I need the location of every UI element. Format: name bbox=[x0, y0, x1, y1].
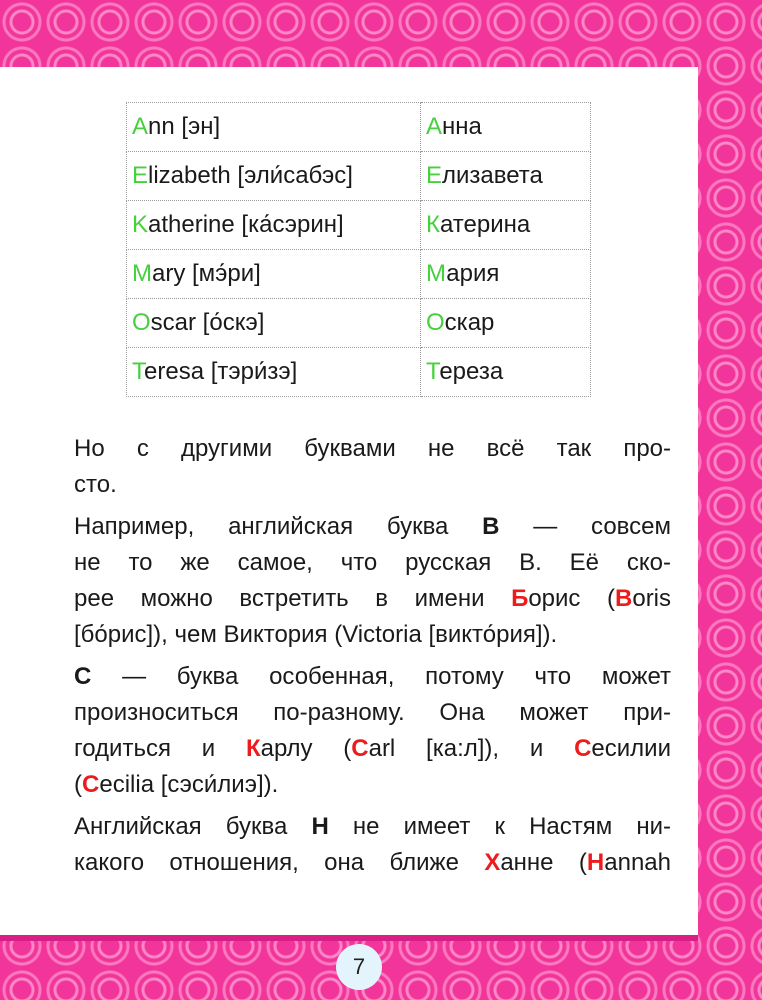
paragraph-4 bbox=[74, 809, 671, 881]
russian-name-cell bbox=[421, 103, 591, 152]
red-letter: C bbox=[351, 735, 369, 762]
highlight-letter: А bbox=[426, 113, 443, 140]
text-run: не то же самое, что русская В. Её ско- bbox=[74, 549, 671, 576]
bold-letter: C bbox=[74, 663, 92, 690]
english-name: nn [эн] bbox=[148, 113, 221, 140]
russian-name: ария bbox=[446, 260, 500, 287]
text-line bbox=[74, 509, 671, 545]
english-name-cell bbox=[127, 201, 421, 250]
text-run: Например, английская буква bbox=[74, 513, 483, 540]
text-line bbox=[74, 467, 671, 503]
text-line bbox=[74, 659, 671, 695]
text-run: — буква особенная, потому что может bbox=[91, 663, 671, 690]
russian-name-cell bbox=[421, 250, 591, 299]
english-name: eresa [тэри́зэ] bbox=[144, 358, 298, 385]
english-name: scar [о́скэ] bbox=[150, 309, 265, 336]
russian-name: атерина bbox=[439, 211, 531, 238]
text-run: ( bbox=[74, 771, 82, 798]
text-run: [бо́рис]), чем Виктория (Victoria [викто́рия]). bbox=[74, 621, 558, 648]
text-run: орис ( bbox=[528, 585, 615, 612]
english-name-cell bbox=[127, 250, 421, 299]
english-name: ary [мэ́ри] bbox=[152, 260, 261, 287]
text-run: арлу ( bbox=[260, 735, 352, 762]
russian-name: скар bbox=[444, 309, 495, 336]
table-row bbox=[127, 201, 591, 250]
red-letter: H bbox=[586, 849, 605, 876]
english-name: lizabeth [эли́сабэс] bbox=[148, 162, 353, 189]
red-letter: С bbox=[574, 735, 592, 762]
table-row bbox=[127, 299, 591, 348]
text-line bbox=[74, 731, 671, 767]
paragraph-2 bbox=[74, 509, 671, 653]
bold-letter: H bbox=[311, 813, 329, 840]
names-table bbox=[126, 102, 591, 397]
text-line bbox=[74, 617, 671, 653]
red-letter: К bbox=[245, 735, 261, 762]
english-name-cell bbox=[127, 299, 421, 348]
highlight-letter: Т bbox=[426, 358, 440, 385]
book-page bbox=[0, 67, 698, 979]
table-row bbox=[127, 250, 591, 299]
english-name: atherine [ка́сэрин] bbox=[148, 211, 344, 238]
russian-name-cell bbox=[421, 201, 591, 250]
table-row bbox=[127, 152, 591, 201]
highlight-letter: E bbox=[132, 162, 149, 189]
text-line bbox=[74, 431, 671, 467]
red-letter: Б bbox=[511, 585, 529, 612]
highlight-letter: K bbox=[132, 211, 149, 238]
text-run: oris bbox=[632, 585, 672, 612]
text-run: — совсем bbox=[499, 513, 672, 540]
text-run: Английская буква bbox=[74, 813, 312, 840]
highlight-letter: A bbox=[132, 113, 149, 140]
highlight-letter: М bbox=[426, 260, 447, 287]
red-letter: C bbox=[82, 771, 100, 798]
english-name-cell bbox=[127, 152, 421, 201]
bold-letter: B bbox=[482, 513, 500, 540]
text-run: ecilia [сэси́лиэ]). bbox=[99, 771, 279, 798]
red-letter: Х bbox=[484, 849, 501, 876]
page-number: 7 bbox=[336, 944, 382, 990]
highlight-letter: О bbox=[426, 309, 445, 336]
text-run: анне ( bbox=[500, 849, 587, 876]
text-run: не имеет к Настям ни- bbox=[328, 813, 672, 840]
text-line bbox=[74, 809, 671, 845]
highlight-letter: M bbox=[132, 260, 152, 287]
text-run: есилии bbox=[591, 735, 671, 762]
russian-name-cell bbox=[421, 152, 591, 201]
highlight-letter: T bbox=[132, 358, 144, 385]
highlight-letter: Е bbox=[426, 162, 443, 189]
russian-name: ереза bbox=[439, 358, 504, 385]
text-line bbox=[74, 545, 671, 581]
text-run: рее можно встретить в имени bbox=[74, 585, 512, 612]
paragraph-3 bbox=[74, 659, 671, 803]
text-line bbox=[74, 845, 671, 881]
text-run: Но с другими буквами не всё так про- bbox=[74, 435, 671, 462]
text-run: arl [ка:л]), и bbox=[368, 735, 575, 762]
table-row bbox=[127, 348, 591, 397]
text-line bbox=[74, 695, 671, 731]
english-name-cell bbox=[127, 103, 421, 152]
table-row bbox=[127, 103, 591, 152]
russian-name-cell bbox=[421, 299, 591, 348]
text-run: произноситься по-разному. Она может при- bbox=[74, 699, 671, 726]
paragraph-1 bbox=[74, 431, 671, 503]
russian-name: нна bbox=[442, 113, 482, 140]
text-line bbox=[74, 581, 671, 617]
text-run: годиться и bbox=[74, 735, 246, 762]
red-letter: B bbox=[615, 585, 633, 612]
highlight-letter: O bbox=[132, 309, 151, 336]
page-shadow bbox=[0, 935, 698, 941]
highlight-letter: К bbox=[426, 211, 440, 238]
english-name-cell bbox=[127, 348, 421, 397]
text-run: какого отношения, она ближе bbox=[74, 849, 485, 876]
text-run: сто. bbox=[74, 471, 117, 498]
text-line bbox=[74, 767, 671, 803]
text-run: annah bbox=[604, 849, 671, 876]
russian-name: лизавета bbox=[442, 162, 543, 189]
russian-name-cell bbox=[421, 348, 591, 397]
body-text bbox=[74, 431, 671, 881]
